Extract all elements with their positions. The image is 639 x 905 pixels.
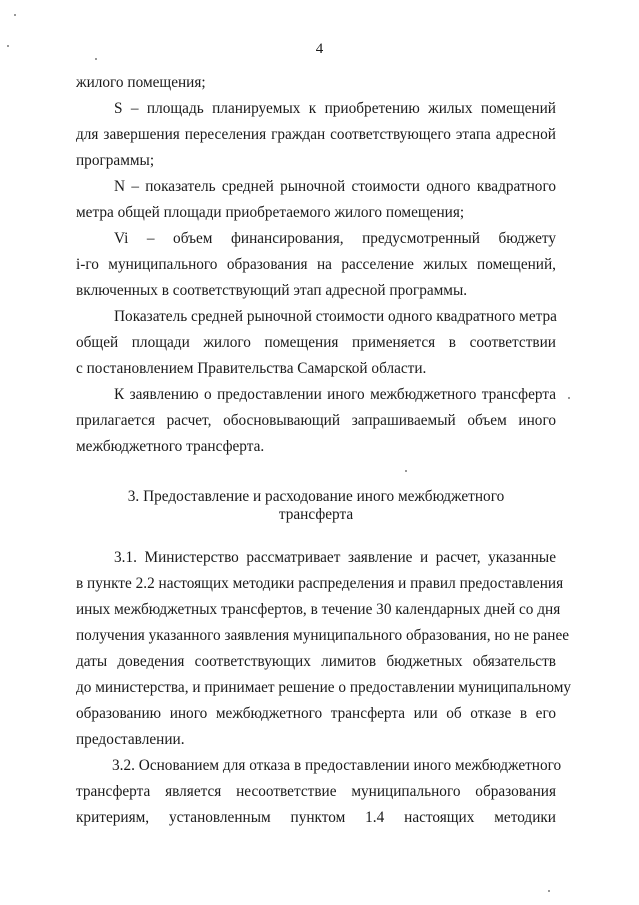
text-line: 3.2. Основанием для отказа в предоставлении иного межбюджетного: [112, 757, 562, 774]
text-line: включенных в соответствующий этап адресной программы.: [76, 282, 468, 299]
text-line: К заявлению о предоставлении иного межбюджетного трансферта: [114, 386, 556, 403]
text-line: 3.1. Министерство рассматривает заявление и расчет, указанные: [114, 549, 556, 566]
scan-speck: [548, 890, 550, 892]
scan-speck: [14, 14, 16, 16]
text-line: межбюджетного трансферта.: [76, 438, 265, 455]
page-number: 4: [315, 41, 324, 57]
scan-speck: [7, 45, 9, 47]
text-line: критериям, установленным пунктом 1.4 настоящих методики: [76, 809, 556, 826]
text-line: предоставлении.: [76, 731, 185, 748]
text-line: программы;: [76, 152, 155, 169]
section-heading: трансферта: [278, 506, 354, 523]
text-line: в пункте 2.2 настоящих методики распределения и правил предоставления: [76, 575, 564, 592]
scan-speck: [95, 58, 97, 60]
scan-speck: [568, 397, 570, 399]
text-line: S – площадь планируемых к приобретению жилых помещений: [114, 100, 556, 117]
text-line: жилого помещения;: [76, 74, 206, 91]
text-line: Показатель средней рыночной стоимости одного квадратного метра: [114, 308, 557, 325]
text-line: с постановлением Правительства Самарской области.: [76, 360, 427, 377]
text-line: трансферта является несоответствие муниципального образования: [76, 783, 556, 800]
text-line: для завершения переселения граждан соответствующего этапа адресной: [76, 126, 556, 143]
text-line: метра общей площади приобретаемого жилого помещения;: [76, 204, 465, 221]
scan-speck: [405, 470, 407, 472]
text-line: общей площади жилого помещения применяется в соответствии: [76, 334, 556, 351]
text-line: i-го муниципального образования на расселение жилых помещений,: [76, 256, 556, 273]
text-line: образованию иного межбюджетного трансферта или об отказе в его: [76, 705, 556, 722]
text-line: до министерства, и принимает решение о предоставлении муниципальному: [76, 679, 572, 696]
text-line: прилагается расчет, обосновывающий запрашиваемый объем иного: [76, 412, 556, 429]
text-line: иных межбюджетных трансфертов, в течение 30 календарных дней со дня: [76, 601, 561, 618]
text-line: Vi – объем финансирования, предусмотренный бюджету: [114, 230, 556, 247]
text-line: N – показатель средней рыночной стоимости одного квадратного: [114, 178, 556, 195]
section-heading: 3. Предоставление и расходование иного межбюджетного: [127, 488, 505, 505]
text-line: получения указанного заявления муниципального образования, но не ранее: [76, 627, 570, 644]
text-line: даты доведения соответствующих лимитов бюджетных обязательств: [76, 653, 556, 670]
